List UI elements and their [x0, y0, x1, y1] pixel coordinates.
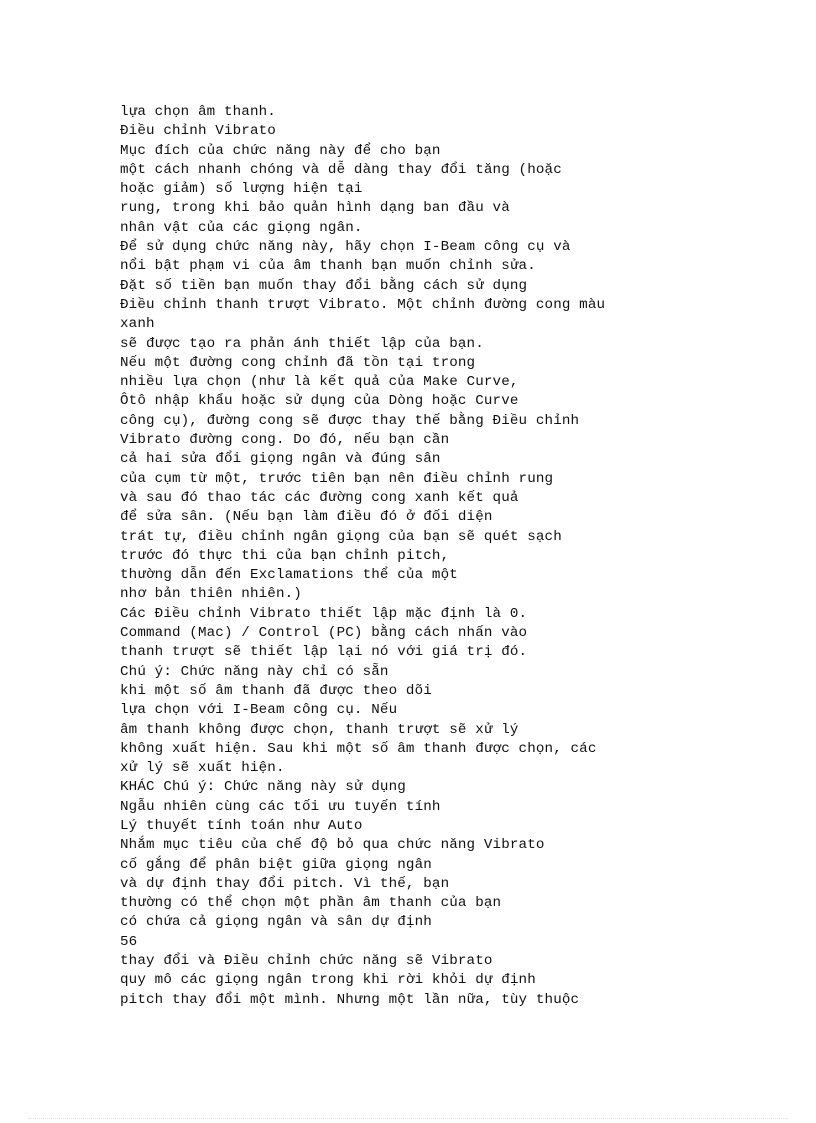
text-line: Các Điều chỉnh Vibrato thiết lập mặc định là 0.	[120, 605, 528, 622]
text-line: Ôtô nhập khẩu hoặc sử dụng của Dòng hoặc Curve	[120, 393, 519, 410]
text-line: âm thanh không được chọn, thanh trượt sẽ xử lý	[120, 721, 519, 738]
text-line: Nếu một đường cong chỉnh đã tồn tại trong	[120, 354, 476, 371]
text-line: thay đổi và Điều chỉnh chức năng sẽ Vibrato	[120, 953, 493, 970]
text-line: Command (Mac) / Control (PC) bằng cách nhấn vào	[120, 625, 528, 642]
text-line: Nhắm mục tiêu của chế độ bỏ qua chức năng Vibrato	[120, 837, 545, 854]
text-line: xanh	[120, 316, 155, 333]
text-line: thường dẫn đến Exclamations thể của một	[120, 567, 458, 584]
text-line: nhiều lựa chọn (như là kết quả của Make Curve,	[120, 374, 519, 391]
text-line: để sửa sân. (Nếu bạn làm điều đó ở đối diện	[120, 509, 493, 526]
text-line: cả hai sửa đổi giọng ngân và đúng sân	[120, 451, 441, 468]
text-line: Chú ý: Chức năng này chỉ có sẵn	[120, 663, 389, 680]
text-line: Vibrato đường cong. Do đó, nếu bạn cần	[120, 432, 450, 449]
text-line: nổi bật phạm vi của âm thanh bạn muốn chỉnh sửa.	[120, 258, 536, 275]
text-line: quy mô các giọng ngân trong khi rời khỏi dự định	[120, 972, 536, 989]
text-line: xử lý sẽ xuất hiện.	[120, 760, 285, 777]
text-line: và dự định thay đổi pitch. Vì thế, bạn	[120, 875, 450, 892]
text-line: khi một số âm thanh đã được theo dõi	[120, 682, 432, 699]
text-line: hoặc giảm) số lượng hiện tại	[120, 181, 363, 198]
text-line: của cụm từ một, trước tiên bạn nên điều chỉnh rung	[120, 470, 554, 487]
text-line: Điều chỉnh Vibrato	[120, 123, 276, 140]
text-line: công cụ), đường cong sẽ được thay thế bằng Điều chỉnh	[120, 412, 580, 429]
text-line: trát tự, điều chỉnh ngân giọng của bạn sẽ quét sạch	[120, 528, 562, 545]
text-line: Điều chỉnh thanh trượt Vibrato. Một chỉnh đường cong màu	[120, 296, 606, 313]
text-line: sẽ được tạo ra phản ánh thiết lập của bạn.	[120, 335, 484, 352]
text-line: Đặt số tiền bạn muốn thay đổi bằng cách sử dụng	[120, 277, 528, 294]
text-line: thanh trượt sẽ thiết lập lại nó với giá trị đó.	[120, 644, 528, 661]
text-line: lựa chọn với I-Beam công cụ. Nếu	[120, 702, 398, 719]
text-line: Mục đích của chức năng này để cho bạn	[120, 142, 441, 159]
text-line: thường có thể chọn một phần âm thanh của bạn	[120, 895, 502, 912]
text-line: lựa chọn âm thanh.	[120, 104, 276, 120]
text-line: một cách nhanh chóng và dễ dàng thay đổi tăng (hoặc	[120, 161, 562, 178]
text-line: nhân vật của các giọng ngân.	[120, 219, 363, 236]
body-text	[120, 103, 760, 1010]
page-bottom-divider	[28, 1118, 788, 1119]
text-line: Ngẫu nhiên cùng các tối ưu tuyến tính	[120, 798, 441, 815]
text-line: Lý thuyết tính toán như Auto	[120, 817, 363, 834]
text-line: cố gắng để phân biệt giữa giọng ngân	[120, 856, 432, 873]
text-line: không xuất hiện. Sau khi một số âm thanh được chọn, các	[120, 740, 597, 757]
text-line: có chứa cả giọng ngân và sân dự định	[120, 914, 432, 931]
text-line: KHÁC Chú ý: Chức năng này sử dụng	[120, 779, 406, 796]
text-line: Để sử dụng chức năng này, hãy chọn I-Beam công cụ và	[120, 239, 571, 256]
text-line: trước đó thực thi của bạn chỉnh pitch,	[120, 547, 450, 564]
page-number: 56	[120, 933, 138, 950]
text-line: pitch thay đổi một mình. Nhưng một lần nữa, tùy thuộc	[120, 991, 580, 1008]
text-line: nhơ bản thiên nhiên.)	[120, 586, 302, 603]
text-line: và sau đó thao tác các đường cong xanh kết quả	[120, 489, 519, 506]
text-line: rung, trong khi bảo quản hình dạng ban đầu và	[120, 200, 510, 217]
